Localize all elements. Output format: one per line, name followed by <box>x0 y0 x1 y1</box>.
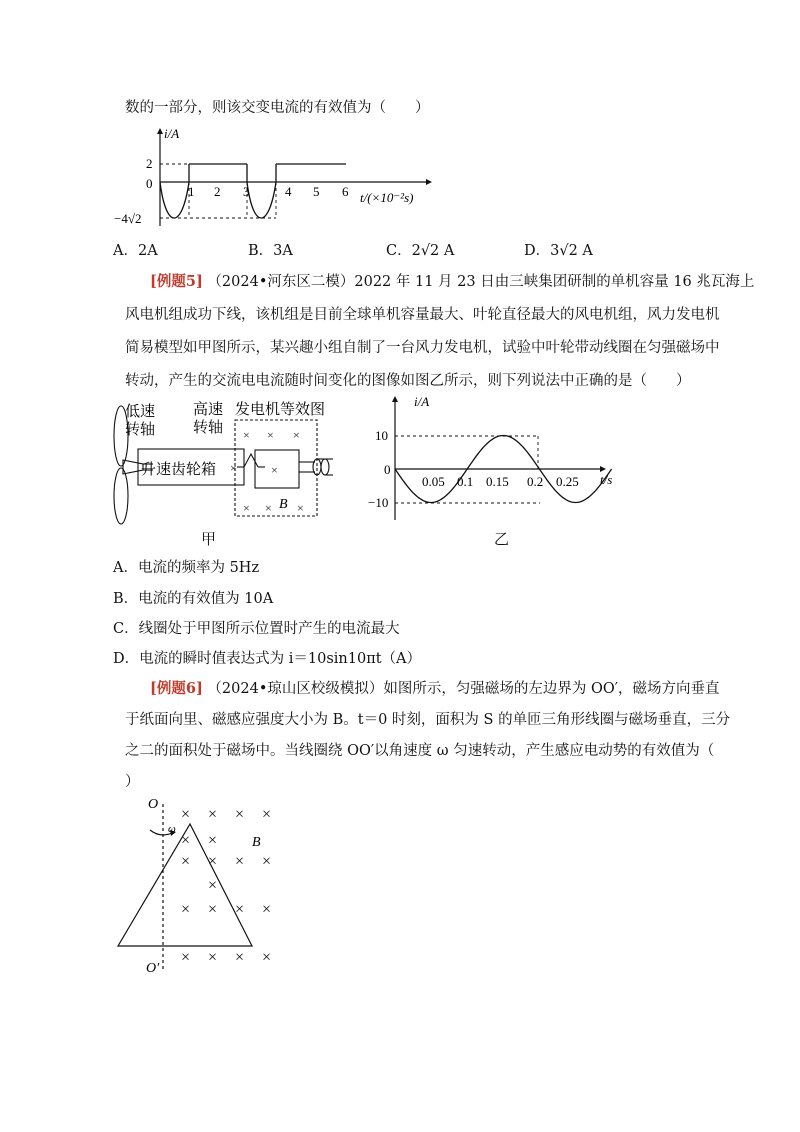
label-o-bottom: O′ <box>146 961 160 976</box>
yi-xtick: 0.1 <box>457 474 474 489</box>
yi-xlabel: t/s <box>600 472 613 487</box>
svg-text:×: × <box>181 806 191 823</box>
q4-xlabel: t/(×10⁻²s) <box>360 190 414 205</box>
high-speed-shaft <box>244 454 258 467</box>
label-o-top: O <box>148 797 159 812</box>
svg-text:×: × <box>230 461 237 475</box>
ex5-tag: [例题5] <box>150 273 203 290</box>
yi-ytick: 10 <box>375 428 388 443</box>
q4-ylabel: i/A <box>164 126 180 141</box>
q4-stem-tail: 数的一部分，则该交变电流的有效值为（ ） <box>125 100 430 116</box>
q4-option-a: A．2A <box>113 243 158 259</box>
low-speed-label-1: 低速 <box>125 404 156 420</box>
q4-xtick: 2 <box>214 184 221 199</box>
ex5-line-1: （2024•河东区二模）2022 年 11 月 23 日由三峡集团研制的单机容量 16 兆瓦海上 <box>207 274 755 290</box>
yi-ylabel: i/A <box>414 394 430 409</box>
label-field-b: B <box>252 835 261 850</box>
svg-text:×: × <box>265 501 272 515</box>
svg-text:×: × <box>208 901 218 918</box>
svg-text:×: × <box>181 853 191 870</box>
svg-text:×: × <box>235 901 245 918</box>
blade-lower <box>114 468 128 524</box>
svg-text:×: × <box>293 428 300 442</box>
svg-text:×: × <box>297 501 304 515</box>
yi-xtick: 0.15 <box>486 474 509 489</box>
q4-xtick: 3 <box>243 184 250 199</box>
svg-text:×: × <box>243 501 250 515</box>
ex5-first-line <box>150 272 754 292</box>
field-crosses <box>181 806 271 966</box>
q4-xtick: 4 <box>285 184 292 199</box>
svg-text:×: × <box>181 949 191 966</box>
q4-current-graph <box>108 122 438 234</box>
svg-text:×: × <box>235 853 245 870</box>
label-omega: ω <box>168 823 176 835</box>
q4-option-b: B．3A <box>248 243 293 259</box>
svg-text:×: × <box>235 949 245 966</box>
svg-text:×: × <box>235 806 245 823</box>
ex6-tag: [例题6] <box>150 680 203 697</box>
svg-text:×: × <box>208 806 218 823</box>
field-label-b: B <box>279 497 288 512</box>
yi-xtick: 0.2 <box>527 474 544 489</box>
wind-generator-diagram <box>105 398 335 526</box>
ex5-option-d: D．电流的瞬时值表达式为 i＝10sin10πt（A） <box>113 651 422 667</box>
q4-xtick: 6 <box>342 184 349 199</box>
ex6-first-line <box>150 679 720 699</box>
q4-xtick: 5 <box>313 184 320 199</box>
svg-text:×: × <box>262 853 272 870</box>
ex6-line-3: 之二的面积处于磁场中。当线圈绕 OO′以角速度 ω 匀速转动，产生感应电动势的有效值为（ <box>125 743 715 759</box>
ex5-option-a: A．电流的频率为 5Hz <box>113 560 260 576</box>
svg-text:×: × <box>262 806 272 823</box>
svg-text:×: × <box>208 949 218 966</box>
svg-text:×: × <box>208 877 218 894</box>
svg-text:×: × <box>208 832 218 849</box>
yi-xtick: 0.05 <box>422 474 445 489</box>
triangle-coil-diagram <box>110 790 310 980</box>
high-speed-label-2: 转轴 <box>193 420 224 436</box>
ex5-line-3: 简易模型如甲图所示，某兴趣小组自制了一台风力发电机，试验中叶轮带动线圈在匀强磁场中 <box>125 340 720 356</box>
svg-text:×: × <box>262 901 272 918</box>
svg-text:×: × <box>181 901 191 918</box>
low-speed-label-2: 转轴 <box>125 422 156 438</box>
svg-text:×: × <box>208 853 218 870</box>
hub <box>123 460 143 474</box>
q4-xtick: 1 <box>188 184 195 199</box>
q4-ytick-neg: −4√2 <box>114 211 142 226</box>
equiv-label: 发电机等效图 <box>235 402 326 418</box>
ex5-option-c: C．线圈处于甲图所示位置时产生的电流最大 <box>113 621 400 637</box>
ex5-line-2: 风电机组成功下线，该机组是目前全球单机容量最大、叶轮直径最大的风电机组，风力发电机 <box>125 307 720 323</box>
sine-current-graph <box>360 392 630 522</box>
high-speed-label-1: 高速 <box>193 402 224 418</box>
q4-ytick-2: 2 <box>146 156 153 171</box>
fig-jia-caption: 甲 <box>201 530 217 548</box>
svg-text:×: × <box>262 949 272 966</box>
ex5-option-b: B．电流的有效值为 10A <box>113 591 274 607</box>
yi-ytick: 0 <box>384 462 391 477</box>
fig-yi-caption: 乙 <box>494 530 510 548</box>
svg-text:×: × <box>267 428 274 442</box>
ex6-line-1: （2024•琼山区校级模拟）如图所示，匀强磁场的左边界为 OO′，磁场方向垂直 <box>207 681 720 697</box>
svg-text:×: × <box>181 832 191 849</box>
yi-xtick: 0.25 <box>556 474 579 489</box>
gearbox-label: 升速齿轮箱 <box>141 462 217 478</box>
q4-ytick-0: 0 <box>146 176 153 191</box>
svg-text:×: × <box>243 428 250 442</box>
q4-option-c: C．2√2 A <box>386 243 455 259</box>
ex6-line-2: 于纸面向里、磁感应强度大小为 B。t＝0 时刻，面积为 S 的单匝三角形线圈与磁场垂直，三分 <box>125 712 731 728</box>
ex5-line-4: 转动，产生的交流电电流随时间变化的图像如图乙所示，则下列说法中正确的是（ ） <box>125 373 691 389</box>
yi-ytick: −10 <box>368 495 389 510</box>
q4-option-d: D．3√2 A <box>524 243 593 259</box>
svg-text:×: × <box>271 463 278 477</box>
ex6-line-4: ） <box>125 774 140 790</box>
